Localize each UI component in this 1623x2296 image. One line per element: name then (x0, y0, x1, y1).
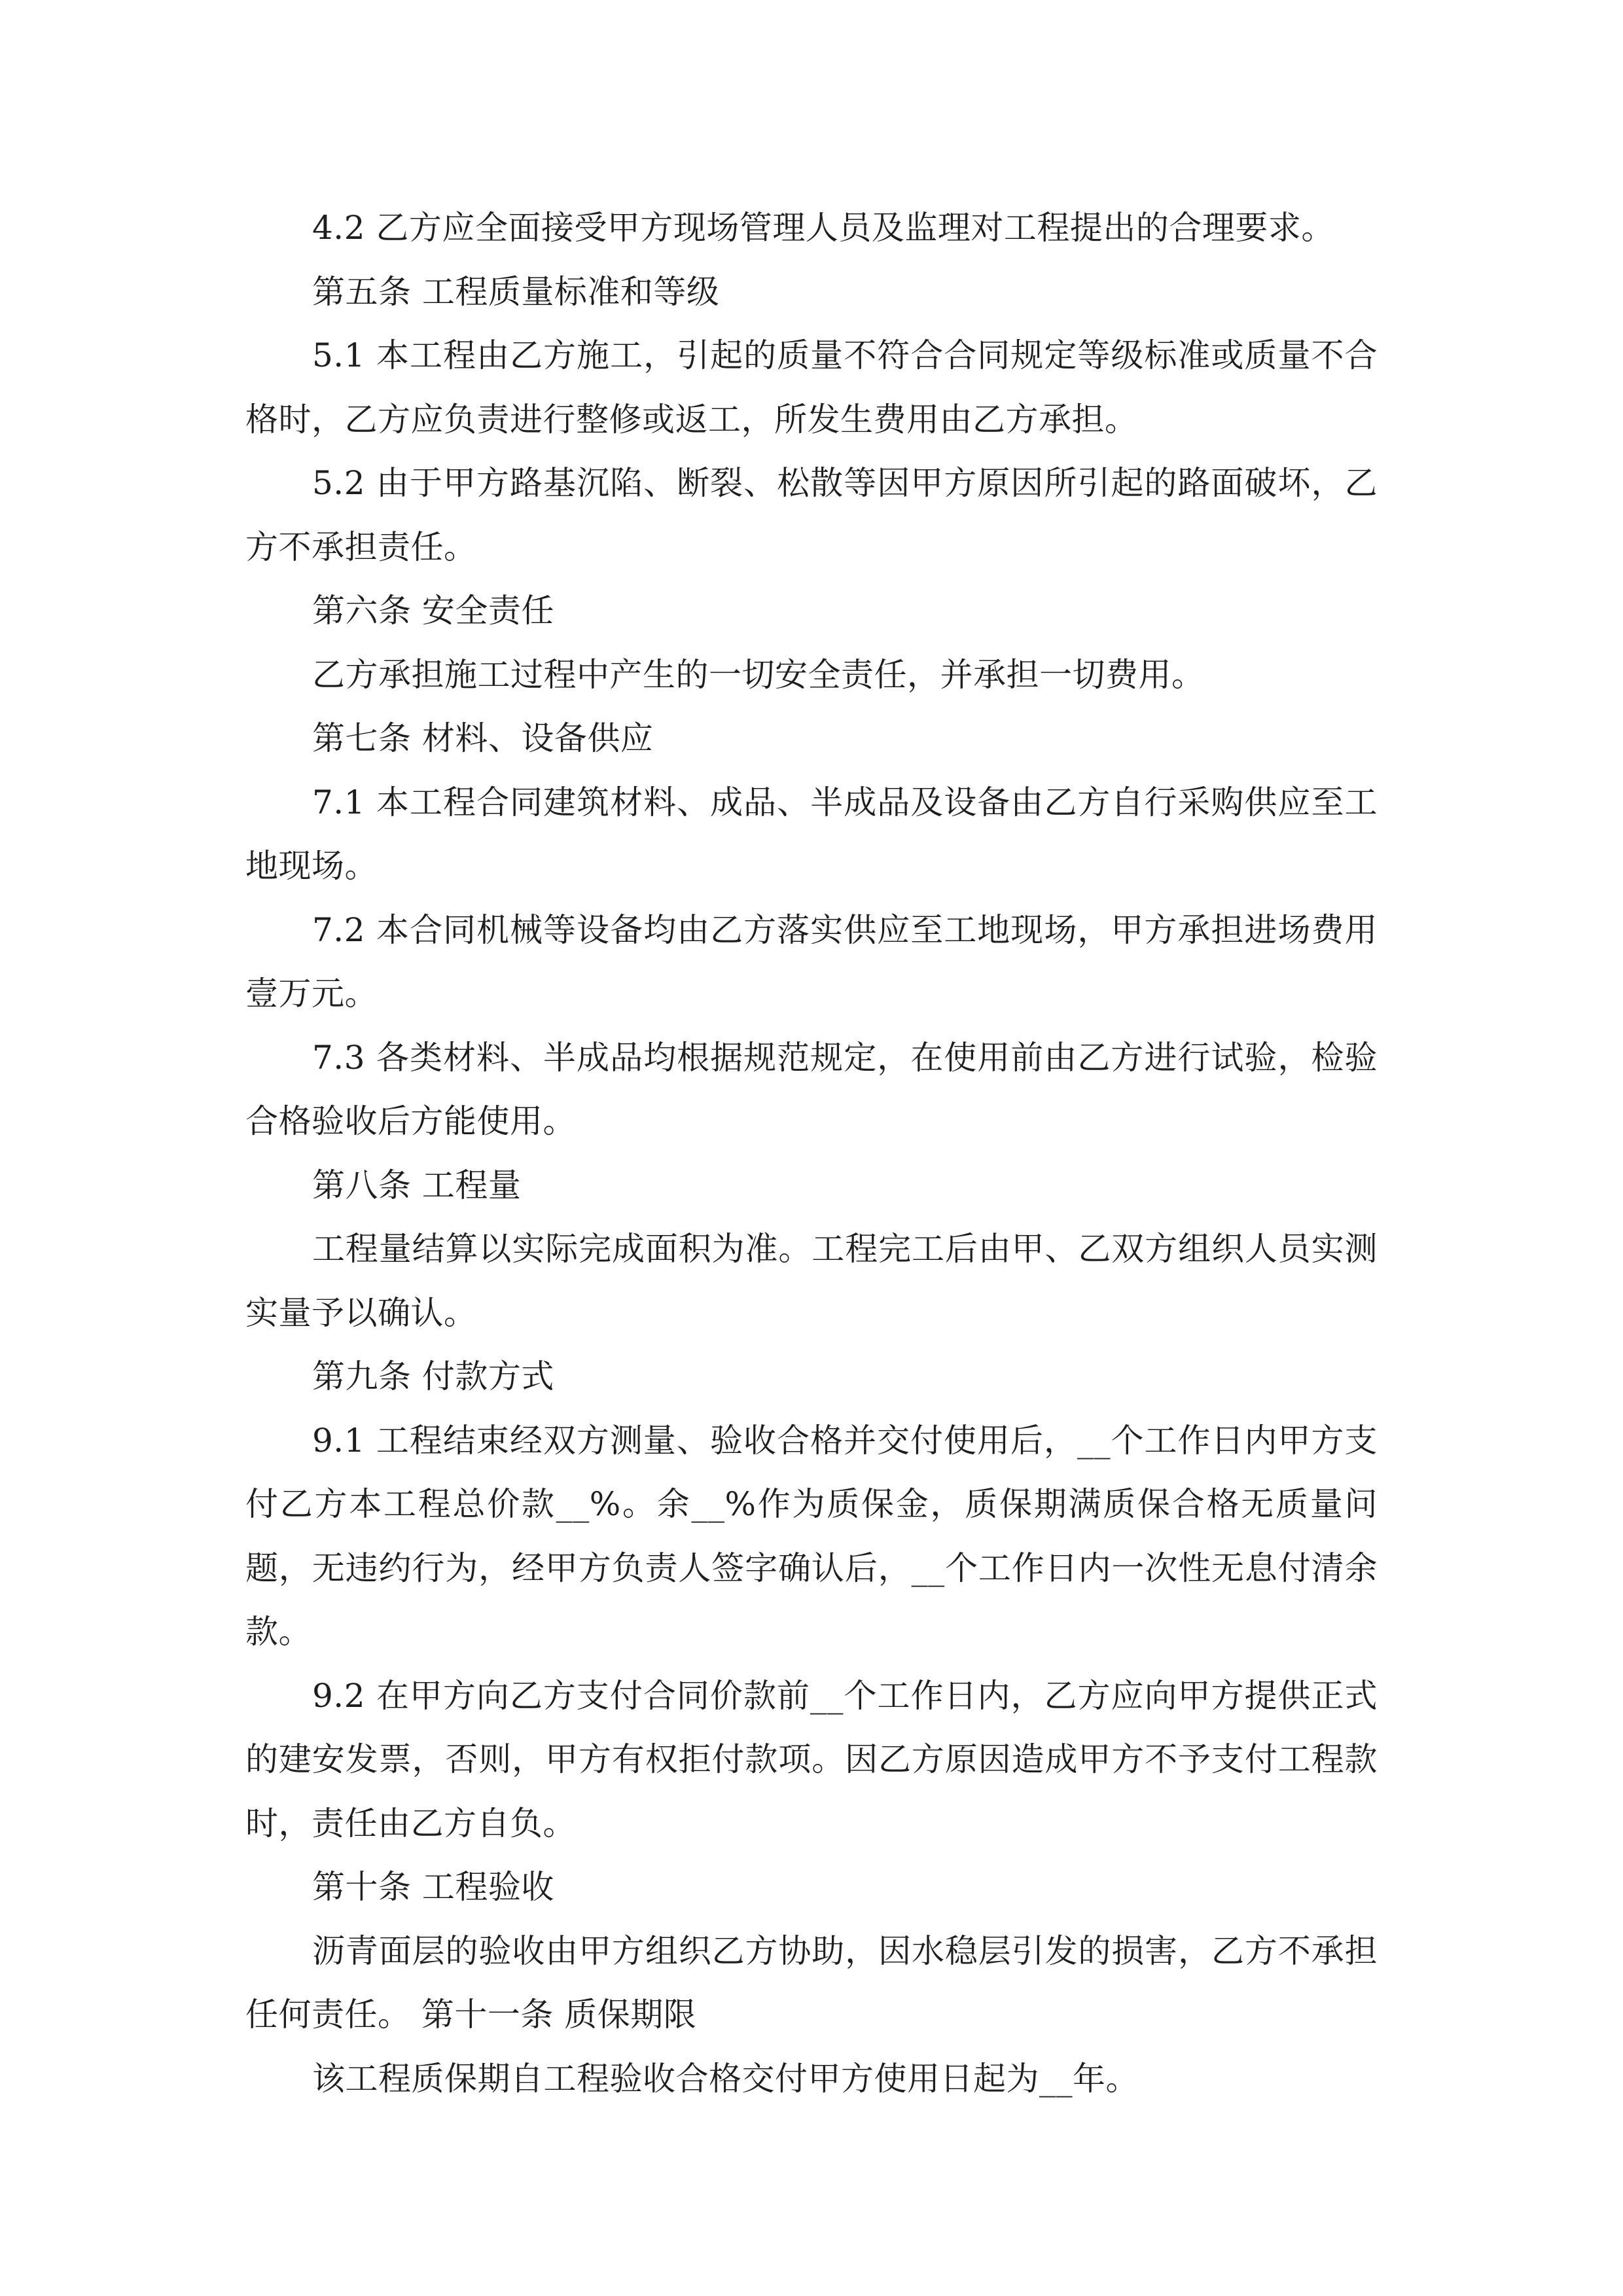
paragraph-clause-9-1: 9.1 工程结束经双方测量、验收合格并交付使用后，__个工作日内甲方支付乙方本工程总价款__%。余__%作为质保金，质保期满质保合格无质量问题，无违约行为，经甲方负责人签字确认后，__个工作日内一次性无息付清余款。 (245, 1421, 1378, 1651)
paragraph-article-11-body: 该工程质保期自工程验收合格交付甲方使用日起为__年。 (312, 2059, 1139, 2098)
paragraph-clause-7-1: 7.1 本工程合同建筑材料、成品、半成品及设备由乙方自行采购供应至工地现场。 (245, 783, 1378, 885)
paragraph-article-6-body: 乙方承担施工过程中产生的一切安全责任，并承担一切费用。 (312, 655, 1205, 694)
paragraph-article-8-body: 工程量结算以实际完成面积为准。工程完工后由甲、乙双方组织人员实测实量予以确认。 (245, 1230, 1378, 1332)
paragraph-clause-7-3: 7.3 各类材料、半成品均根据规范规定，在使用前由乙方进行试验，检验合格验收后方能使用。 (245, 1038, 1378, 1140)
heading-article-6: 第六条 安全责任 (312, 592, 554, 630)
paragraph-clause-7-2: 7.2 本合同机械等设备均由乙方落实供应至工地现场，甲方承担进场费用壹万元。 (245, 910, 1378, 1013)
heading-article-7: 第七条 材料、设备供应 (312, 719, 654, 757)
heading-article-9: 第九条 付款方式 (312, 1357, 554, 1395)
heading-article-10: 第十条 工程验收 (312, 1868, 554, 1906)
paragraph-clause-5-1: 5.1 本工程由乙方施工，引起的质量不符合合同规定等级标准或质量不合格时，乙方应负责进行整修或返工，所发生费用由乙方承担。 (245, 336, 1378, 439)
heading-article-5: 第五条 工程质量标准和等级 (312, 272, 720, 311)
document-body (245, 196, 1378, 2111)
paragraph-article-10-body: 沥青面层的验收由甲方组织乙方协助，因水稳层引发的损害，乙方不承担任何责任。 第十一条 质保期限 (245, 1931, 1378, 2034)
paragraph-clause-5-2: 5.2 由于甲方路基沉陷、断裂、松散等因甲方原因所引起的路面破坏，乙方不承担责任。 (245, 464, 1378, 566)
paragraph-clause-4-2: 4.2 乙方应全面接受甲方现场管理人员及监理对工程提出的合理要求。 (312, 209, 1334, 247)
heading-article-8: 第八条 工程量 (312, 1166, 522, 1204)
paragraph-clause-9-2: 9.2 在甲方向乙方支付合同价款前__个工作日内，乙方应向甲方提供正式的建安发票，否则，甲方有权拒付款项。因乙方原因造成甲方不予支付工程款时，责任由乙方自负。 (245, 1676, 1378, 1842)
